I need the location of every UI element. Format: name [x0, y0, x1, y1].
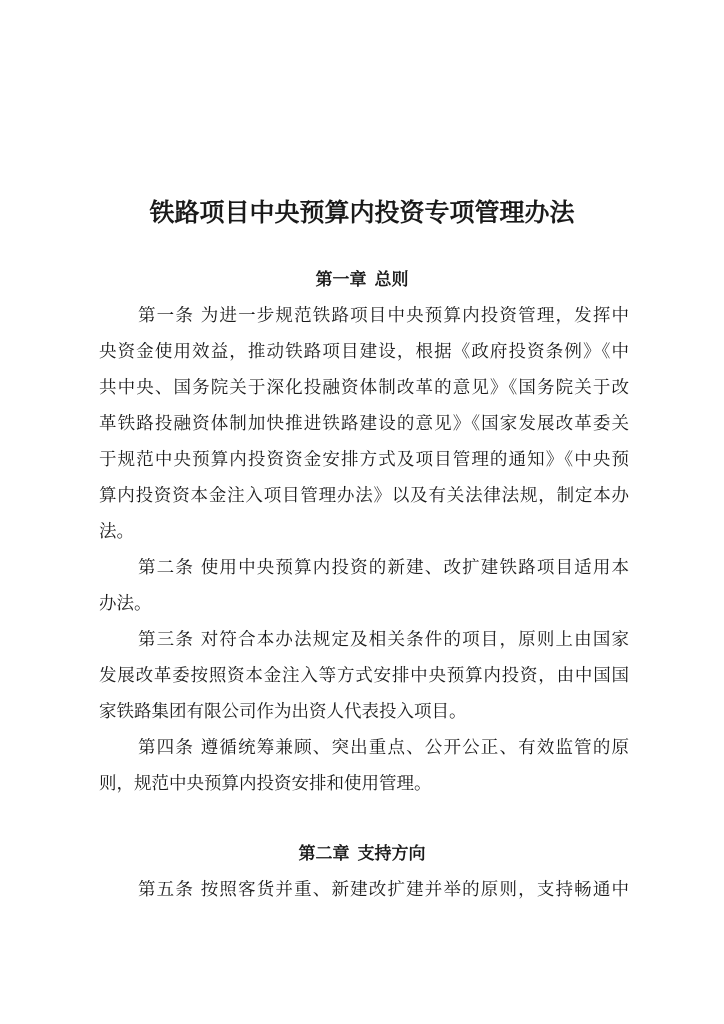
article-3-line-3: 家铁路集团有限公司作为出资人代表投入项目。 [99, 702, 467, 722]
chapter-1-number: 第一章 [315, 270, 367, 290]
article-5-line-1: 第五条 按照客货并重、新建改扩建并举的原则，支持畅通中 [138, 880, 629, 900]
document-title: 铁路项目中央预算内投资专项管理办法 [149, 198, 575, 227]
article-2-line-1: 第二条 使用中央预算内投资的新建、改扩建铁路项目适用本 [138, 558, 629, 578]
article-1-line-6: 算内投资资本金注入项目管理办法》以及有关法律法规，制定本办 [99, 486, 629, 506]
article-3-line-1: 第三条 对符合本办法规定及相关条件的项目，原则上由国家 [138, 630, 629, 650]
article-1-line-7: 法。 [99, 522, 134, 542]
article-1-line-5: 于规范中央预算内投资资金安排方式及项目管理的通知》《中央预 [99, 450, 629, 470]
article-1-line-1: 第一条 为进一步规范铁路项目中央预算内投资管理，发挥中 [138, 306, 629, 326]
article-4-line-2: 则，规范中央预算内投资安排和使用管理。 [99, 774, 432, 794]
article-1-line-4: 革铁路投融资体制加快推进铁路建设的意见》《国家发展改革委关 [99, 414, 629, 434]
article-1-line-2: 央资金使用效益，推动铁路项目建设，根据《政府投资条例》《中 [99, 342, 629, 362]
chapter-2-number: 第二章 [298, 844, 350, 864]
article-3-line-2: 发展改革委按照资本金注入等方式安排中央预算内投资，由中国国 [99, 666, 629, 686]
article-2-line-2: 办法。 [99, 594, 152, 614]
article-1-line-3: 共中央、国务院关于深化投融资体制改革的意见》《国务院关于改 [99, 378, 629, 398]
chapter-2-heading [0, 841, 724, 867]
chapter-2-name: 支持方向 [357, 844, 426, 864]
article-4-line-1: 第四条 遵循统筹兼顾、突出重点、公开公正、有效监管的原 [138, 738, 629, 758]
chapter-1-name: 总则 [374, 270, 409, 290]
chapter-1-heading [0, 267, 724, 293]
